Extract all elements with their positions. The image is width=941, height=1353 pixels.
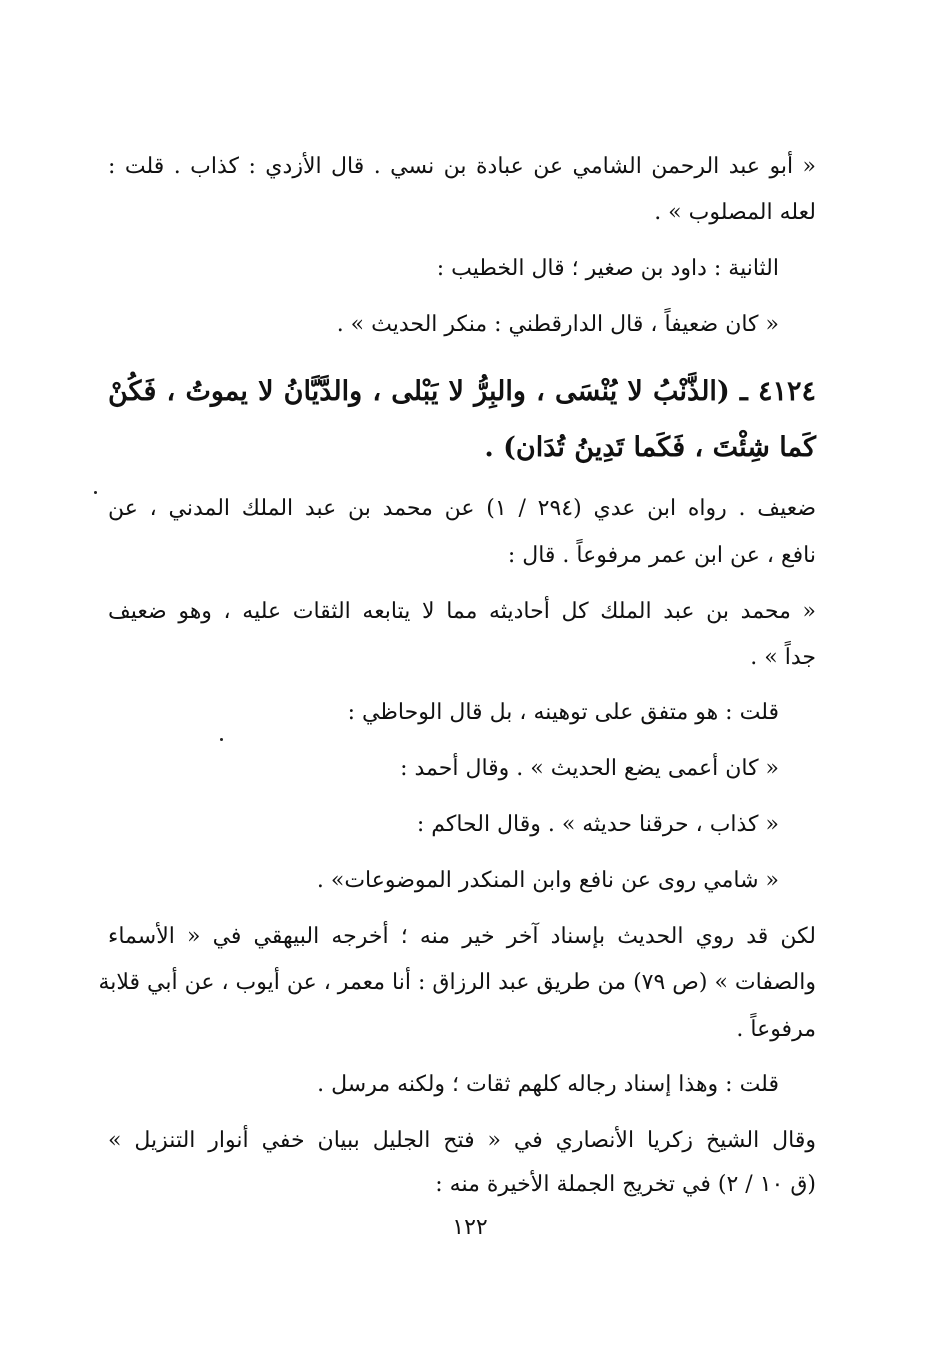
text-line-7: ضعيف . رواه ابن عدي (٢٩٤ / ١) عن محمد بن عبد الملك المدني ، عن	[108, 496, 816, 521]
text-line-4: « كان ضعيفاً ، قال الدارقطني : منكر الحديث » .	[336, 312, 779, 337]
text-line-9: « محمد بن عبد الملك كل أحاديثه مما لا يتابعه الثقات عليه ، وهو ضعيف	[108, 599, 816, 624]
text-line-2: لعله المصلوب » .	[654, 200, 816, 225]
text-line-11: قلت : هو متفق على توهينه ، بل قال الوحاظي :	[347, 700, 779, 725]
text-line-18: قلت : وهذا إسناد رجاله كلهم ثقات ؛ ولكنه مرسل .	[317, 1072, 779, 1097]
text-line-13: « كذاب ، حرقنا حديثه » . وقال الحاكم :	[416, 812, 779, 837]
text-line-19: وقال الشيخ زكريا الأنصاري في « فتح الجليل ببيان خفي أنوار التنزيل »	[108, 1128, 816, 1153]
text-line-20: (ق ١٠ / ٢) في تخريج الجملة الأخيرة منه :	[435, 1172, 816, 1197]
page-number: ١٢٢	[452, 1215, 488, 1240]
hadith-heading-line-2: كَما شِئْتَ ، فَكَما تَدِينُ تُدَان) .	[484, 432, 816, 463]
text-line-15: لكن قد روي الحديث بإسناد آخر خير منه ؛ أخرجه البيهقي في « الأسماء	[108, 924, 816, 949]
text-line-16: والصفات » (ص ٧٩) من طريق عبد الرزاق : أنا معمر ، عن أيوب ، عن أبي قلابة	[98, 970, 816, 995]
text-line-8: نافع ، عن ابن عمر مرفوعاً . قال :	[507, 543, 816, 568]
hadith-heading-line-1: ٤١٢٤ ـ (الذَّنْبُ لا يُنْسَى ، والبِرُّ لا يَبْلى ، والدَّيَّانُ لا يموتُ ، فَكُنْ	[108, 376, 816, 407]
text-line-17: مرفوعاً .	[736, 1017, 816, 1042]
speck-mark	[220, 738, 223, 741]
text-line-3: الثانية : داود بن صغير ؛ قال الخطيب :	[436, 256, 779, 281]
text-line-14: « شامي روى عن نافع وابن المنكدر الموضوعات» .	[316, 868, 779, 893]
text-line-1: « أبو عبد الرحمن الشامي عن عبادة بن نسي . قال الأزدي : كذاب . قلت :	[108, 154, 816, 179]
text-line-10: جداً » .	[750, 645, 816, 670]
text-line-12: « كان أعمى يضع الحديث » . وقال أحمد :	[400, 756, 779, 781]
speck-mark	[94, 491, 97, 494]
